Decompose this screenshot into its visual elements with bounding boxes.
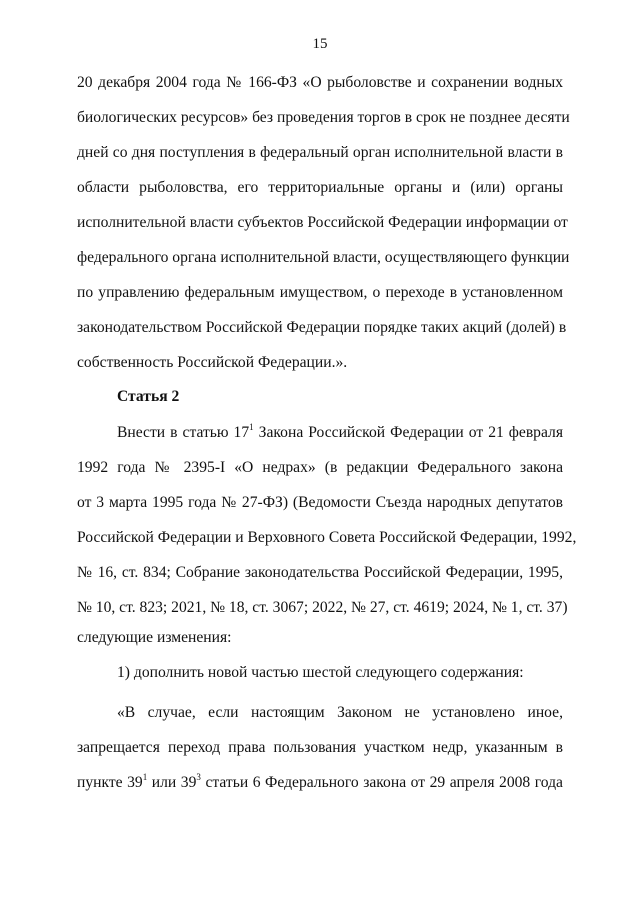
text-segment: пункте 39 — [77, 774, 143, 791]
paragraph-line: 20 декабря 2004 года № 166-ФЗ «О рыболовстве и сохранении водных — [77, 74, 563, 91]
paragraph-line: по управлению федеральным имуществом, о переходе в установленном — [77, 284, 563, 301]
paragraph-line: собственность Российской Федерации.». — [77, 354, 348, 371]
paragraph-line: дней со дня поступления в федеральный орган исполнительной власти в — [77, 144, 563, 161]
paragraph-line: федерального органа исполнительной власти, осуществляющего функции — [77, 249, 570, 266]
superscript: 1 — [142, 772, 148, 782]
paragraph-line: № 10, ст. 823; 2021, № 18, ст. 3067; 2022, № 27, ст. 4619; 2024, № 1, ст. 37) — [77, 599, 568, 616]
list-item: 1) дополнить новой частью шестой следующего содержания: — [117, 664, 524, 681]
paragraph-line: 1992 года № 2395-I «О недрах» (в редакции Федерального закона — [77, 459, 563, 476]
paragraph-line: от 3 марта 1995 года № 27-ФЗ) (Ведомости Съезда народных депутатов — [77, 494, 563, 511]
article-heading: Статья 2 — [117, 388, 180, 405]
text-segment: Внести в статью 17 — [117, 424, 250, 441]
text-segment: статьи 6 Федерального закона от 29 апреля 2008 года — [200, 774, 563, 791]
superscript: 1 — [249, 422, 254, 432]
paragraph-line: Российской Федерации и Верховного Совета Российской Федерации, 1992, — [77, 529, 577, 546]
text-segment: или 39 — [147, 774, 197, 791]
paragraph-line: № 16, ст. 834; Собрание законодательства Российской Федерации, 1995, — [77, 564, 563, 581]
paragraph-line: исполнительной власти субъектов Российской Федерации информации от — [77, 214, 568, 231]
page-number: 15 — [312, 36, 328, 52]
quote-line: «В случае, если настоящим Законом не установлено иное, — [117, 704, 563, 721]
superscript: 3 — [196, 772, 201, 782]
paragraph-line: законодательством Российской Федерации порядке таких акций (долей) в — [77, 319, 567, 336]
paragraph-line: области рыболовства, его территориальные органы и (или) органы — [77, 179, 563, 196]
quote-line: запрещается переход права пользования участком недр, указанным в — [77, 739, 563, 756]
paragraph-line: биологических ресурсов» без проведения торгов в срок не позднее десяти — [77, 109, 570, 126]
text-segment: Закона Российской Федерации от 21 февраля — [253, 424, 563, 441]
paragraph-line — [117, 423, 563, 443]
paragraph-line: следующие изменения: — [77, 629, 232, 646]
quote-line — [77, 773, 563, 793]
